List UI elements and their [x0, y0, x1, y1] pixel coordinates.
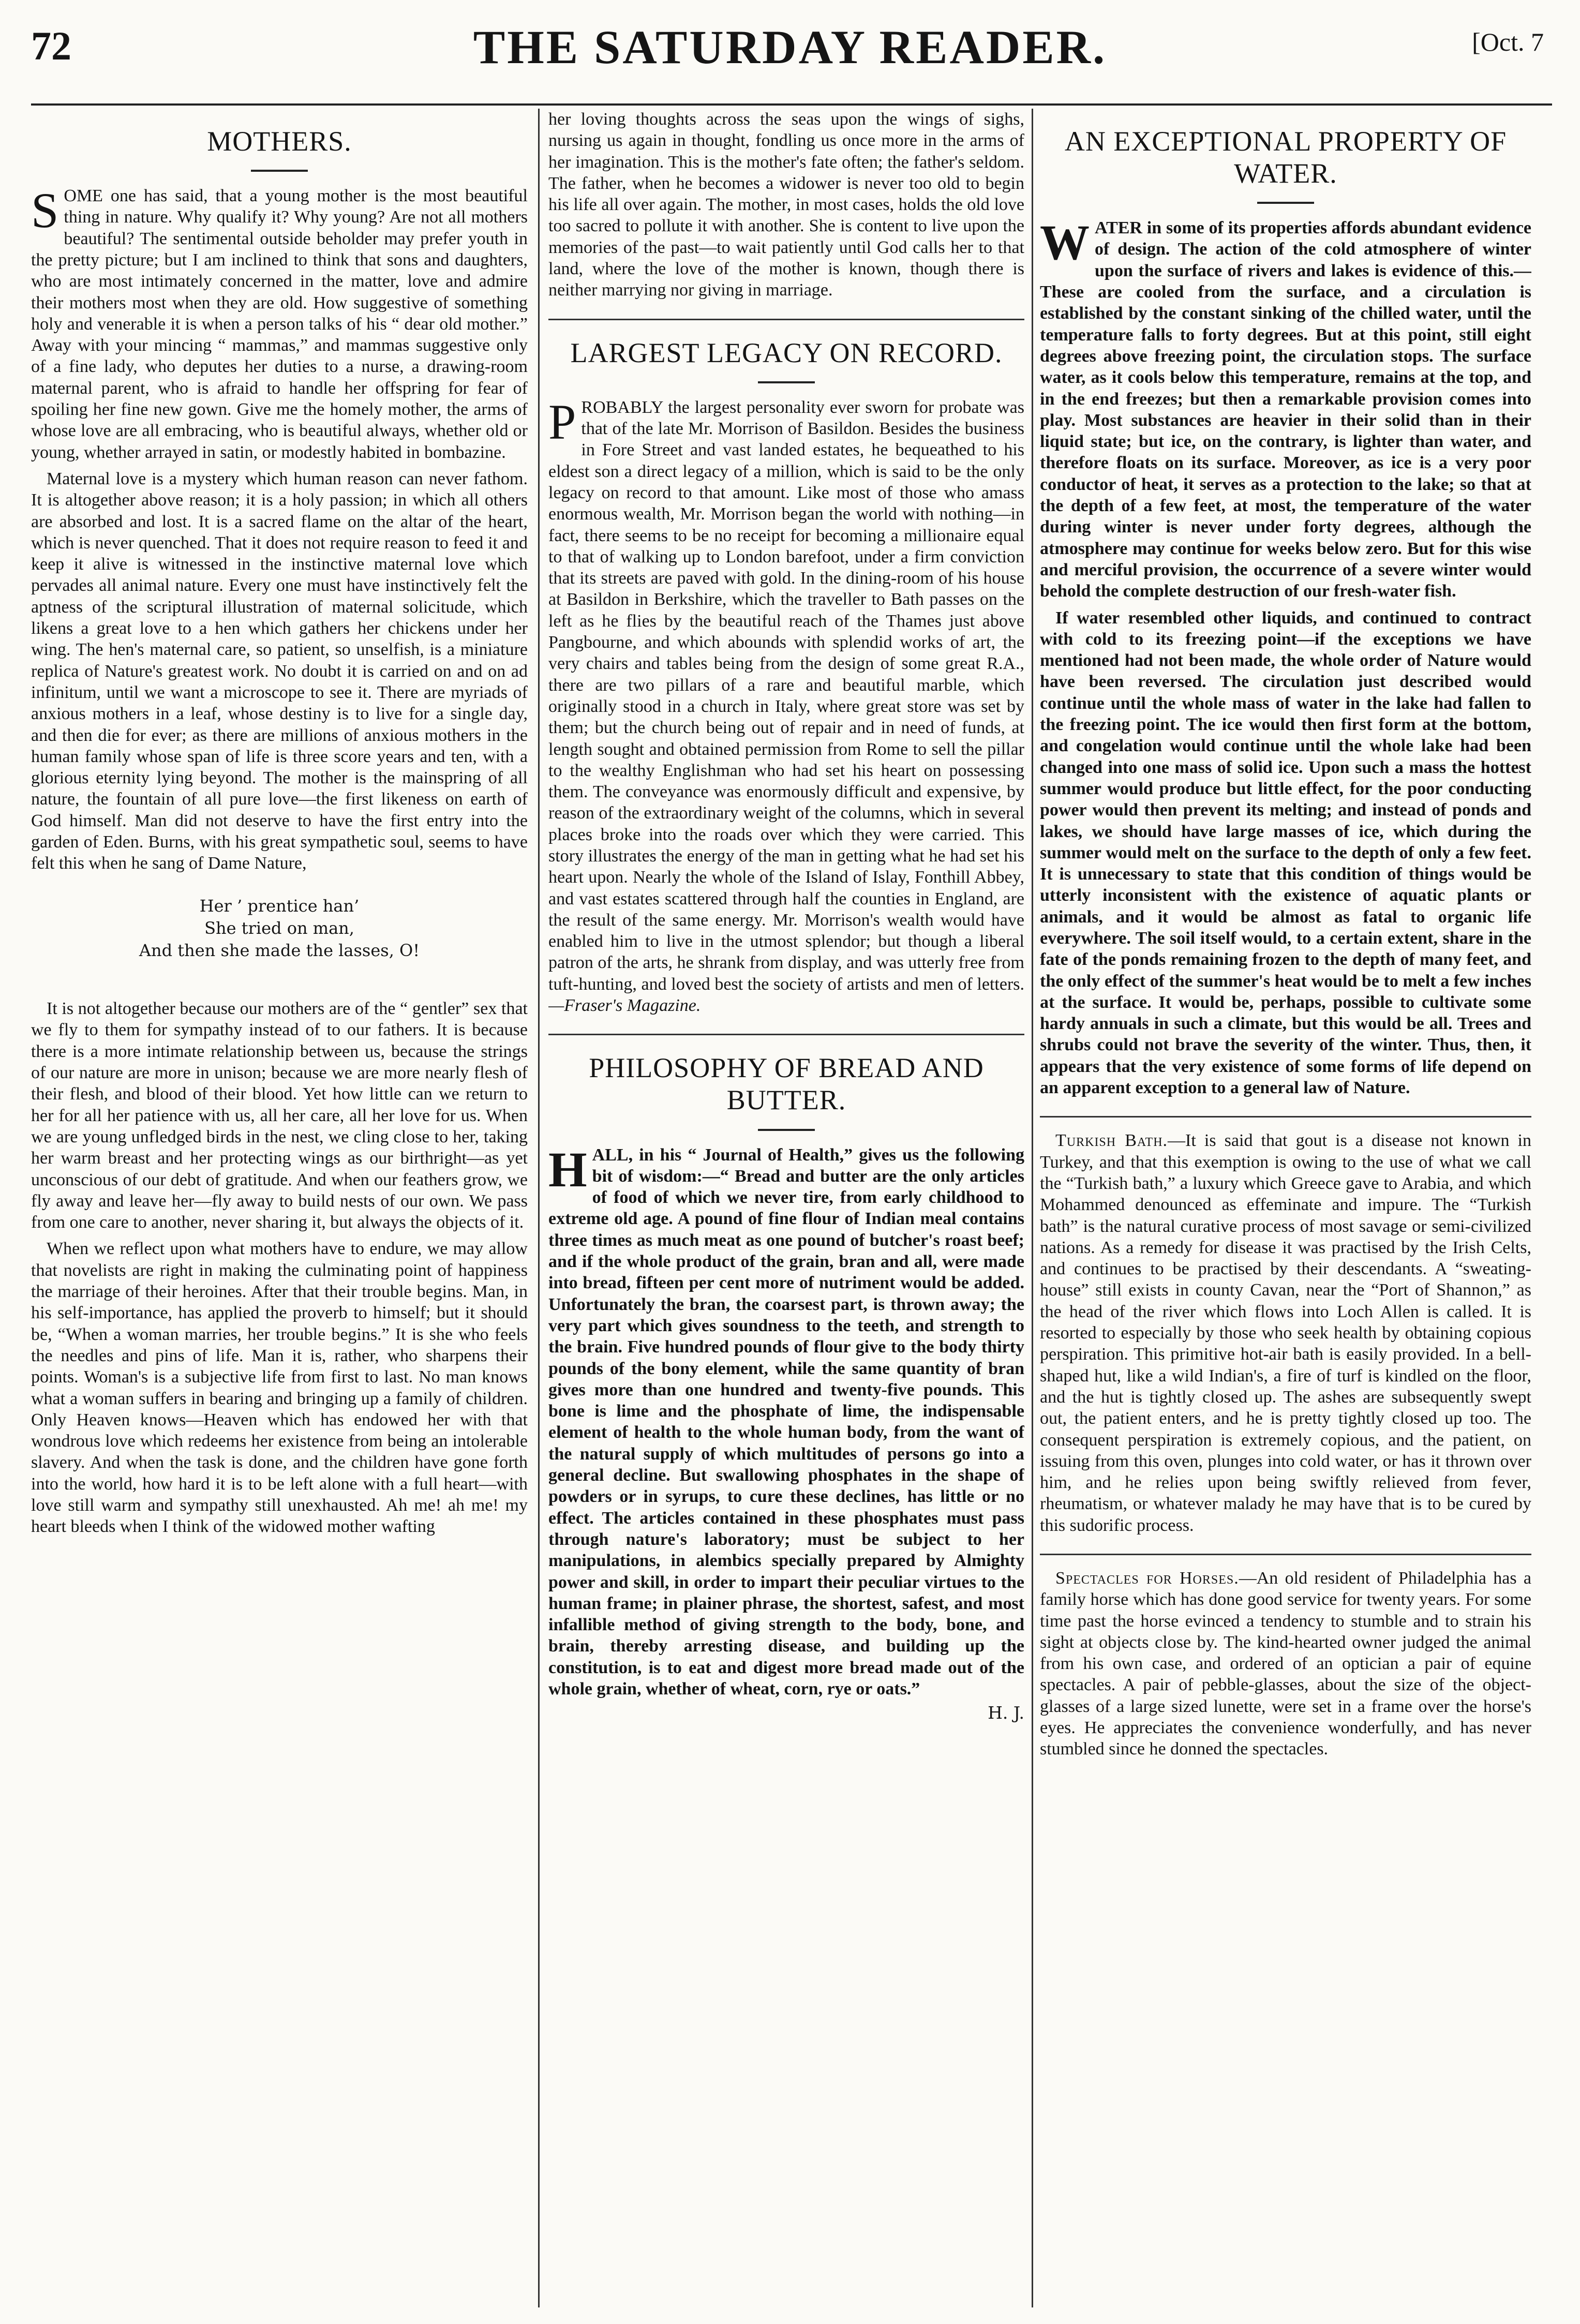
article-title-legacy: LARGEST LEGACY ON RECORD.: [570, 337, 1003, 368]
masthead-title: THE SATURDAY READER.: [473, 21, 1107, 73]
page-number: 72: [31, 23, 71, 68]
column-divider: [1032, 109, 1033, 2307]
title-dash: [758, 1129, 815, 1131]
article-title-mothers: MOTHERS.: [207, 126, 352, 157]
article-separator: [1040, 1116, 1531, 1118]
column-divider: [538, 109, 540, 2307]
article-title-bread: PHILOSOPHY OF BREAD AND BUTTER.: [589, 1052, 984, 1116]
legacy-paragraph: [548, 394, 1024, 1017]
bread-signature: H. J.: [988, 1703, 1024, 1723]
article-title-water: AN EXCEPTIONAL PROPERTY OF WATER.: [1064, 126, 1507, 189]
mothers-paragraph-1: SOME one has said, that a young mother is the most beautiful thing in nature. Why qualify it? Why young? Are not all mothers beautiful? The sentimental outside beholder may prefer youth in the pretty picture; but I am inclined to think that sons and daughters, who are most intimately concerned in the matter, love and admire their mothers most when they are old. How suggestive of something holy and venerable it is when a person talks of his “ dear old mother.” Away with your mincing “ mammas,” and mammas suggestive only of a fine lady, who deputes her duties to a nurse, a drawing-room maternal parent, who is afraid to handle her offspring for fear of spoiling her fine new gown. Give me the homely mother, the arms of whose love are all embracing, who is beautiful always, whether old or young, whether arrayed in satin, or modestly habited in bombazine.: [31, 183, 528, 462]
title-dash: [1257, 202, 1314, 204]
page-header: [0, 0, 1580, 78]
issue-date: [Oct. 7: [1472, 27, 1544, 56]
column-3: [1040, 109, 1531, 1765]
turkish-bath-paragraph: [1040, 1130, 1531, 1536]
column-1: [31, 109, 528, 1543]
water-paragraph-2: If water resembled other liquids, and continued to contract with cold to its freezing point—if the exceptions we have mentioned had not been made, the whole order of Nature would have been reversed. The circulation just described would continue until the whole mass of water in the lake had fallen to the freezing point. The ice would then first form at the bottom, and congelation would continue until the whole lake had been changed into one mass of solid ice. Upon such a mass the hottest summer would produce but little effect, for the poor conducting power would then prevent its melting; and instead of ponds and lakes, we should have large masses of ice, which during the summer would melt on the surface to the depth of only a few feet. It is unnecessary to state that this condition of things would be utterly inconsistent with the existence of aquatic plants or animals, and it would be almost as fatal to organic life everywhere. The soil itself would, to a certain extent, share in the fate of the ponds remaining frozen to the depth of many feet, and the only effect of the summer's heat would be to melt a few inches at the surface. It would be, perhaps, possible to cultivate some hardy annuals in such a climate, but this would be all. Trees and shrubs could not brave the severity of the winter. Thus, then, it appears that the very existence of some forms of life depend on an apparent exception to a general law of Nature.: [1040, 608, 1531, 1098]
article-separator: [548, 1034, 1024, 1035]
spectacles-text: —An old resident of Philadelphia has a family horse which has done good service for twenty years. For some time past the horse evinced a tendency to stumble and to strain his sight at objects close by. The kind-hearted owner judged the animal from his own case, and ordered of an optician a pair of equine spectacles. A pair of pebble-glasses, about the size of the object-glasses of a large sized lunette, were set in a frame over the horse's eyes. He appreciates the convenience wonderfully, and has never stumbled since he donned the spectacles.: [1040, 1569, 1531, 1759]
verse-line-1: Her ’ prentice han’: [199, 896, 360, 916]
bread-body: [548, 1141, 1024, 1700]
mothers-paragraph-3: It is not altogether because our mothers are of the “ gentler” sex that we fly to them for sympathy instead of to our fathers. It is because there is a more intimate relationship between us, because the strings of our nature are more in unison; because we are more nearly flesh of their flesh, and blood of their blood. Yet how little can we return to her for all her patience with us, all her care, all her love for us. When we are young unfledged birds in the nest, we cling close to her, taking her warm breast and her protecting wings as our birthright—as yet unconscious of our debt of gratitude. And when our feathers grow, we fly away and leave her—fly away to build nests of our own. We pass from one care to another, never sharing it, but always the objects of it.: [31, 999, 528, 1232]
mothers-paragraph-2: Maternal love is a mystery which human reason can never fathom. It is altogether above reason; it is a holy passion; in which all others are absorbed and lost. It is a sacred flame on the altar of the heart, which is never quenched. That it does not require reason to feed it and keep it alive is witnessed in the instinctive maternal love which pervades all animal nature. Every one must have instinctively felt the aptness of the scriptural illustration of maternal solicitude, which likens a great love to a hen which gathers her chickens under her wing. The hen's maternal care, so patient, so unselfish, is a miniature replica of Nature's greatest work. No doubt it is carried on and on ad infinitum, until we want a microscope to see it. There are myriads of anxious mothers in a leaf, whose destiny is to live for a single day, and then die for ever; as there are millions of anxious mothers in the human family whose span of life is three score years and ten, with a glorious eternity lying beyond. The mother is the mainspring of all nature, the fountain of all pure love—the first likeness on earth of God himself. Man did not deserve to have the first entry into the garden of Eden. Burns, with his great sympathetic soul, seems to have felt this when he sang of Dame Nature,: [31, 469, 528, 873]
column-2: [548, 109, 1024, 1723]
verse-line-3: And then she made the lasses, O!: [139, 940, 420, 960]
article-separator: [548, 319, 1024, 320]
spectacles-lead: Spectacles for Horses.: [1055, 1569, 1239, 1588]
bread-paragraph: HALL, in his “ Journal of Health,” gives us the following bit of wisdom:—“ Bread and butter are the only articles of food of which we never tire, from early childhood to extreme old age. A pound of fine flour of Indian meal contains three times as much meat as one pound of butcher's roast beef; and if the whole product of the grain, bran and all, were made into bread, fifteen per cent more of nutriment would be added. Unfortunately the bran, the coarsest part, is thrown away; the very part which gives soundness to the teeth, and strength to the brain. Five hundred pounds of flour give to the body thirty pounds of the bony element, while the same quantity of bran gives more than one hundred and twenty-five pounds. This bone is lime and the phosphate of lime, the indispensable element of health to the whole human body, from the want of the natural supply of which multitudes of persons go into a general decline. But swallowing phosphates in the shape of powders or in syrups, to cure these declines, has little or no effect. The articles contained in these phosphates must pass through nature's laboratory; must be subject to her manipulations, in alembics specially prepared by Almighty power and skill, in order to impart their peculiar virtues to the human frame; in plainer phrase, the shortest, safest, and most infallible method of giving strength to the body, bone, and brain, thereby arresting disease, and building up the constitution, is to eat and digest more bread made out of the whole grain, whether of wheat, corn, rye or oats.”: [548, 1141, 1024, 1699]
burns-verse: [31, 895, 528, 962]
water-body: [1040, 217, 1531, 1098]
mothers-paragraph-4: When we reflect upon what mothers have to endure, we may allow that novelists are right in making the culminating point of happiness the marriage of their heroines. After that their trouble begins. Man, in his self-importance, has applied the proverb to himself; but it should be, “When a woman marries, her trouble begins.” It is she who feels the needles and pins of life. Man it is, rather, who sharpens their points. Woman's is a subjective life from first to last. No man knows what a woman suffers in bearing and bringing up a family of children. Only Heaven knows—Heaven which has endowed her with that wondrous love which redeems her existence from being an intolerable slavery. And when the task is done, and the children have gone forth into the world, how hard it is to be left alone with a full heart—with love still warm and sympathy still unexhausted. Ah me! ah me! my heart bleeds when I think of the widowed mother wafting: [31, 1239, 528, 1537]
title-dash: [251, 170, 308, 172]
legacy-text: PROBABLY the largest personality ever sworn for probate was that of the late Mr. Morrison of Basildon. Besides the business in Fore Street and vast landed estates, he bequeathed to his eldest son a direct legacy of a million, which is said to be the only legacy on record to that amount. Like most of those who amass enormous wealth, Mr. Morrison began the world with nothing—in fact, there seems to be no receipt for becoming a millionaire equal to that of walking up to London barefoot, under a firm conviction that its streets are paved with gold. In the dining-room of his house at Basildon in Berkshire, which the traveller to Bath passes on the left as he flies by the beautiful reach of the Thames just above Pangbourne, and which abounds with splendid works of art, the very chairs and tables being from the design of some great R.A., there are two pillars of a rare and beautiful marble, which originally stood in a church in Italy, where great store was set by them; but the church being out of repair and in need of funds, at length sought and obtained permission from Rome to sell the pillar to the wealthy Englishman who had set his heart on possessing them. The conveyance was enormously difficult and expensive, by reason of the extraordinary weight of the columns, which in several places broke into the roads over which they were carried. This story illustrates the energy of the man in getting what he had set his heart upon. Nearly the whole of the Island of Islay, Fonthill Abbey, and vast estates scattered through half the counties in England, are the result of the same energy. Mr. Morrison's wealth would have enabled him to live in the utmost splendor; but though a liberal patron of the arts, he shrank from display, and was utterly free from tuft-hunting, and loved best the society of artists and men of letters.: [548, 394, 1024, 994]
spectacles-paragraph: [1040, 1568, 1531, 1760]
title-dash: [758, 381, 815, 383]
turkish-bath-lead: Turkish Bath.: [1055, 1131, 1168, 1151]
mothers-paragraph-5: her loving thoughts across the seas upon the wings of sighs, nursing us again in thought, fondling us once more in the arms of her imagination. This is the mother's fate often; the father's seldom. The father, when he becomes a widower is never too old to begin his life all over again. The mother, in most cases, holds the old love too sacred to pollute it with another. She is content to live upon the memories of the past—to wait patiently until God calls her to that land, where the love of the mother is known, though there is neither marrying nor giving in marriage.: [548, 110, 1024, 300]
article-separator: [1040, 1554, 1531, 1555]
turkish-bath-text: —It is said that gout is a disease not known in Turkey, and that this exemption is owing to the use of what we call the “Turkish bath,” a luxury which Greece gave to Arabia, and which Mohammed denounced as effeminate and impure. The “Turkish bath” is the natural curative process of most savage or semi-civilized nations. As a remedy for disease it was practised by the Irish Celts, and continues to be practised by their descendants. A “sweating-house” still exists in county Cavan, near the “Port of Shannon,” as the head of the river which flows into Loch Allen is called. It is resorted to especially by those who seek health by obtaining copious perspiration. This primitive hot-air bath is easily provided. In a bell-shaped hut, like a wild Indian's, a fire of turf is kindled on the floor, and the hut is tightly closed up. The ashes are subsequently swept out, the patient enters, and he is pretty tightly closed up too. The consequent perspiration is extremely copious, and the patient, on issuing from this oven, plunges into cold water, or has it thrown over him, and he relies upon being swiftly relieved from fever, rheumatism, or whatever malady he may have that is to be cured by this sudorific process.: [1040, 1131, 1531, 1535]
verse-line-2: She tried on man,: [204, 918, 354, 938]
header-rule: [31, 103, 1552, 106]
water-paragraph-1: WATER in some of its properties affords abundant evidence of design. The action of the cold atmosphere of winter upon the surface of rivers and lakes is evidence of this.—These are cooled from the surface, and a circulation is established by the constant sinking of the chilled water, until the temperature falls to forty degrees. But at this point, still eight degrees above freezing point, the circulation stops. The surface water, as it cools below this temperature, remains at the top, and in the end freezes; but then a remarkable provision comes into play. Most substances are heavier in their solid than in their liquid state; but ice, on the contrary, is lighter than water, and therefore floats on its surface. Moreover, as ice is a very poor conductor of heat, it serves as a protection to the lake; so that at the depth of a few feet, at most, the temperature of the water during winter is never under forty degrees, although the atmosphere may continue for weeks below zero. But for this wise and merciful provision, the occurrence of a severe winter would behold the complete destruction of our fresh-water fish.: [1040, 215, 1531, 601]
legacy-source: —Fraser's Magazine.: [548, 996, 701, 1016]
